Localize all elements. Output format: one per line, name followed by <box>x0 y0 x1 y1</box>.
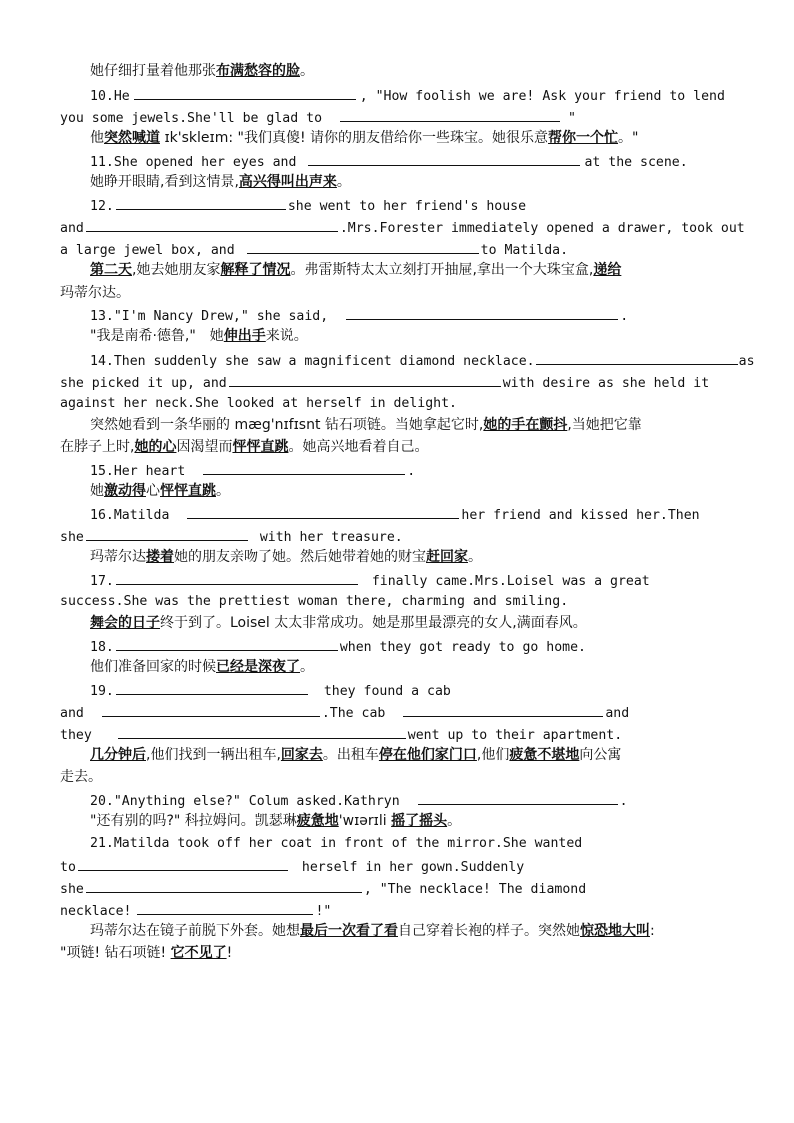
answer-blank[interactable] <box>116 637 338 651</box>
text: 'wɪərɪli <box>338 813 392 829</box>
text: 。 <box>336 174 351 190</box>
text: her friend and kissed her.Then <box>461 508 700 523</box>
text: ɪk'skleɪm: "我们真傻! 请你的朋友借给你一些珠宝。她很乐意 <box>160 130 549 146</box>
answer-blank[interactable] <box>137 901 313 915</box>
text: 她 <box>90 483 104 499</box>
item-15-line <box>60 461 770 481</box>
answer-blank[interactable] <box>86 879 362 893</box>
text: 向公寓 <box>579 747 622 763</box>
item-16-translation <box>60 548 770 566</box>
text: 。 <box>447 813 462 829</box>
text: "项链! 钻石项链! <box>60 945 171 961</box>
item-18-translation <box>60 658 770 676</box>
text: she went to her friend's house <box>287 199 527 214</box>
answer-blank[interactable] <box>116 681 308 695</box>
item-12-translation-2 <box>60 284 740 302</box>
text: 心 <box>146 483 160 499</box>
item-14-translation-2 <box>60 438 740 456</box>
item-14-line-1 <box>60 351 770 371</box>
answer-blank[interactable] <box>134 86 356 100</box>
key-phrase: 摇了摇头 <box>391 813 448 829</box>
item-14-line-2 <box>60 373 740 393</box>
answer-blank[interactable] <box>118 725 406 739</box>
key-phrase: 已经是深夜了 <box>216 659 300 675</box>
key-phrase: 舞会的日子 <box>90 615 160 631</box>
text: finally came.Mrs.Loisel was a great <box>371 574 650 589</box>
text: 11.She opened her eyes and <box>90 155 297 170</box>
text: 。 <box>216 483 230 499</box>
answer-blank[interactable] <box>418 791 618 805</box>
key-phrase: 高兴得叫出声来 <box>238 174 337 190</box>
text: . <box>620 309 629 324</box>
key-phrase: 回家去 <box>280 747 323 763</box>
key-phrase: 帮你一个忙 <box>548 130 619 146</box>
text: . <box>619 794 628 809</box>
key-phrase: 布满愁容的脸 <box>216 63 300 79</box>
item-14-line-3 <box>60 395 740 413</box>
text: "还有别的吗?" 科拉姆问。凯瑟琳 <box>90 813 297 829</box>
item-14-translation-1 <box>60 416 770 434</box>
text: against her neck.She looked at herself in delight. <box>60 396 457 411</box>
item-21-line-1 <box>60 835 770 853</box>
answer-blank[interactable] <box>203 461 405 475</box>
item-20-line <box>60 791 770 811</box>
key-phrase: 递给 <box>593 262 622 278</box>
key-phrase: 它不见了 <box>170 945 227 961</box>
text: and <box>605 706 630 721</box>
item-13-line <box>60 306 770 326</box>
text: 。 <box>300 63 314 79</box>
text: with desire as she held it <box>502 376 710 391</box>
text: to <box>60 860 76 875</box>
text: .The cab <box>321 706 386 721</box>
text: 。 <box>300 659 314 675</box>
text: 自己穿着长袍的样子。突然她 <box>398 923 580 939</box>
item-18-line <box>60 637 770 657</box>
text: 玛蒂尔达在镜子前脱下外套。她想 <box>90 923 300 939</box>
key-phrase: 突然喊道 <box>104 130 160 146</box>
item-20-translation <box>60 812 770 830</box>
key-phrase: 怦怦直跳 <box>232 439 289 455</box>
answer-blank[interactable] <box>403 703 603 717</box>
text: they found a cab <box>323 684 451 699</box>
item-17-line-1 <box>60 571 770 591</box>
item-11-line <box>60 152 770 172</box>
key-phrase: 第二天 <box>90 262 132 278</box>
answer-blank[interactable] <box>229 373 501 387</box>
item-19-line-1 <box>60 681 770 701</box>
text: 走去。 <box>60 769 102 785</box>
text: and <box>60 221 84 236</box>
answer-blank[interactable] <box>346 306 618 320</box>
item-10-line-1 <box>60 86 770 106</box>
text: ! <box>226 945 233 961</box>
text: necklace! <box>60 904 132 919</box>
item-11-translation <box>60 173 770 191</box>
text: .Mrs.Forester immediately opened a drawer, took out <box>339 221 745 236</box>
text: 18. <box>90 640 114 655</box>
text: 终于到了。Loisel 太太非常成功。她是那里最漂亮的女人,满面春风。 <box>160 615 587 631</box>
item-12-line-2 <box>60 218 745 238</box>
text: ,当她把它靠 <box>567 417 642 433</box>
text: 16.Matilda <box>90 508 170 523</box>
text: ,他们找到一辆出租车, <box>146 747 281 763</box>
text: she <box>60 530 84 545</box>
text: with her treasure. <box>259 530 403 545</box>
answer-blank[interactable] <box>247 240 479 254</box>
text: 10.He <box>90 89 130 104</box>
text: 。 <box>468 549 482 565</box>
text: 13."I'm Nancy Drew," she said, <box>90 309 329 324</box>
text: "我是南希·德鲁," 她 <box>90 328 224 344</box>
text: she <box>60 882 84 897</box>
item-19-translation-2 <box>60 768 740 786</box>
answer-blank[interactable] <box>78 857 288 871</box>
text: you some jewels.She'll be glad to <box>60 111 323 126</box>
text: and <box>60 706 84 721</box>
text: 玛蒂尔达 <box>90 549 146 565</box>
item-13-translation <box>60 327 770 345</box>
text: . <box>407 464 416 479</box>
text: 她仔细打量着他那张 <box>90 63 216 79</box>
item-19-line-2 <box>60 703 740 723</box>
item-21-translation-1 <box>60 922 770 940</box>
text: 14.Then suddenly she saw a magnificent diamond necklace. <box>90 354 535 369</box>
answer-blank[interactable] <box>340 108 560 122</box>
item-21-line-4 <box>60 901 740 921</box>
text: 。出租车 <box>322 747 379 763</box>
text: 21.Matilda took off her coat in front of the mirror.She wanted <box>90 836 583 851</box>
key-phrase: 她的心 <box>134 439 177 455</box>
text: ,她去她朋友家 <box>132 262 221 278</box>
text: they <box>60 728 92 743</box>
text: 12. <box>90 199 114 214</box>
text: ,他们 <box>476 747 510 763</box>
key-phrase: 激动得 <box>104 483 146 499</box>
answer-blank[interactable] <box>102 703 320 717</box>
key-phrase: 几分钟后 <box>90 747 146 763</box>
text: 他们准备回家的时候 <box>90 659 216 675</box>
text: 。她高兴地看着自己。 <box>288 439 429 455</box>
text: a large jewel box, and <box>60 243 235 258</box>
text: success.She was the prettiest woman there, charming and smiling. <box>60 594 569 609</box>
text: 因渴望而 <box>176 439 233 455</box>
item-12-line-1 <box>60 196 770 216</box>
item-19-translation-1 <box>60 746 770 764</box>
item-15-translation <box>60 482 770 500</box>
text: she picked it up, and <box>60 376 227 391</box>
key-phrase: 她的手在颤抖 <box>483 417 568 433</box>
text: 在脖子上时, <box>60 439 135 455</box>
text: went up to their apartment. <box>407 728 623 743</box>
answer-blank[interactable] <box>116 571 358 585</box>
key-phrase: 搂着 <box>146 549 174 565</box>
answer-blank[interactable] <box>86 527 248 541</box>
key-phrase: 惊恐地大叫 <box>580 923 650 939</box>
item-17-line-2 <box>60 593 740 611</box>
item-12-line-3 <box>60 240 740 260</box>
item-10-translation <box>60 129 770 147</box>
item-21-line-2 <box>60 857 740 877</box>
text: , "The necklace! The diamond <box>363 882 587 897</box>
key-phrase: 疲惫地 <box>296 813 339 829</box>
text: , "How foolish we are! Ask your friend to lend <box>359 89 725 104</box>
key-phrase: 疲惫不堪地 <box>509 747 580 763</box>
text: 15.Her heart <box>90 464 186 479</box>
text: 19. <box>90 684 114 699</box>
answer-blank[interactable] <box>536 351 738 365</box>
key-phrase: 赶回家 <box>426 549 468 565</box>
answer-blank[interactable] <box>86 218 338 232</box>
text: !" <box>315 904 332 919</box>
text: : <box>650 923 655 939</box>
text: at the scene. <box>584 155 688 170</box>
text: 17. <box>90 574 114 589</box>
text: 玛蒂尔达。 <box>60 285 130 301</box>
answer-blank[interactable] <box>116 196 286 210</box>
item-12-translation-1 <box>60 261 770 279</box>
item-17-translation <box>60 614 770 632</box>
key-phrase: 怦怦直跳 <box>160 483 216 499</box>
key-phrase: 解释了情况 <box>220 262 291 278</box>
text: 。弗雷斯特太太立刻打开抽屉,拿出一个大珠宝盒, <box>290 262 594 278</box>
answer-blank[interactable] <box>187 505 459 519</box>
text: as <box>738 354 755 369</box>
text: 20."Anything else?" Colum asked.Kathryn <box>90 794 400 809</box>
text: when they got ready to go home. <box>339 640 586 655</box>
answer-blank[interactable] <box>308 152 580 166</box>
key-phrase: 停在他们家门口 <box>378 747 477 763</box>
text: 她的朋友亲吻了她。然后她带着她的财宝 <box>174 549 426 565</box>
text: 突然她看到一条华丽的 mæg'nɪfɪsnt 钻石项链。当她拿起它时, <box>90 417 484 433</box>
item-21-translation-2 <box>60 944 740 962</box>
item-9-translation <box>60 62 770 80</box>
text: 来说。 <box>265 328 308 344</box>
key-phrase: 最后一次看了看 <box>300 923 398 939</box>
item-19-line-3 <box>60 725 740 745</box>
text: " <box>568 111 576 126</box>
text: herself in her gown.Suddenly <box>301 860 525 875</box>
item-16-line-2 <box>60 527 740 547</box>
key-phrase: 伸出手 <box>223 328 266 344</box>
text: 她睁开眼睛,看到这情景, <box>90 174 239 190</box>
item-16-line-1 <box>60 505 770 525</box>
text: 他 <box>90 130 104 146</box>
item-21-line-3 <box>60 879 740 899</box>
text: to Matilda. <box>480 243 569 258</box>
item-10-line-2 <box>60 108 740 128</box>
text: 。" <box>618 130 639 146</box>
